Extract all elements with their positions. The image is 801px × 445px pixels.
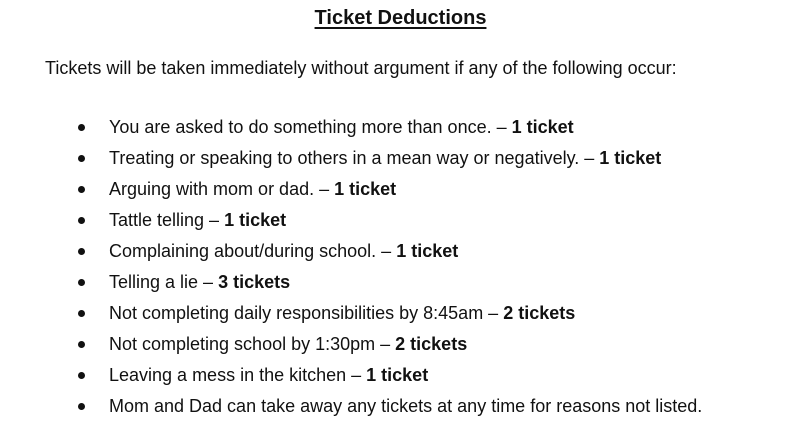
item-penalty: 2 tickets <box>503 303 576 323</box>
bullet-icon <box>78 248 85 255</box>
intro-paragraph: Tickets will be taken immediately without argument if any of the following occur: <box>45 58 677 78</box>
bullet-icon <box>78 217 85 224</box>
item-penalty: 2 tickets <box>395 334 468 354</box>
bullet-icon <box>78 341 85 348</box>
item-text: Not completing school by 1:30pm – <box>109 334 396 354</box>
item-text: Complaining about/during school. – <box>109 241 397 261</box>
bullet-icon <box>78 310 85 317</box>
item-penalty: 3 tickets <box>218 272 291 292</box>
item-penalty: 1 ticket <box>511 117 574 137</box>
bullet-icon <box>78 155 85 162</box>
page-title-text: Ticket Deductions <box>314 7 487 29</box>
item-text: Treating or speaking to others in a mean way or negatively. – <box>109 148 600 168</box>
item-penalty: 1 ticket <box>224 210 287 230</box>
item-text: You are asked to do something more than once. – <box>109 117 512 137</box>
bullet-icon <box>78 279 85 286</box>
item-text: Tattle telling – <box>109 210 225 230</box>
item-penalty: 1 ticket <box>396 241 459 261</box>
bullet-icon <box>78 186 85 193</box>
bullet-icon <box>78 372 85 379</box>
item-text: Telling a lie – <box>109 272 219 292</box>
item-text: Leaving a mess in the kitchen – <box>109 365 367 385</box>
bullet-icon <box>78 124 85 131</box>
item-penalty: 1 ticket <box>334 179 397 199</box>
page-title <box>0 6 801 30</box>
item-text: Arguing with mom or dad. – <box>109 179 335 199</box>
item-penalty: 1 ticket <box>599 148 662 168</box>
item-penalty: 1 ticket <box>366 365 429 385</box>
bullet-icon <box>78 403 85 410</box>
item-text: Mom and Dad can take away any tickets at any time for reasons not listed. <box>109 396 703 416</box>
item-text: Not completing daily responsibilities by 8:45am – <box>109 303 504 323</box>
